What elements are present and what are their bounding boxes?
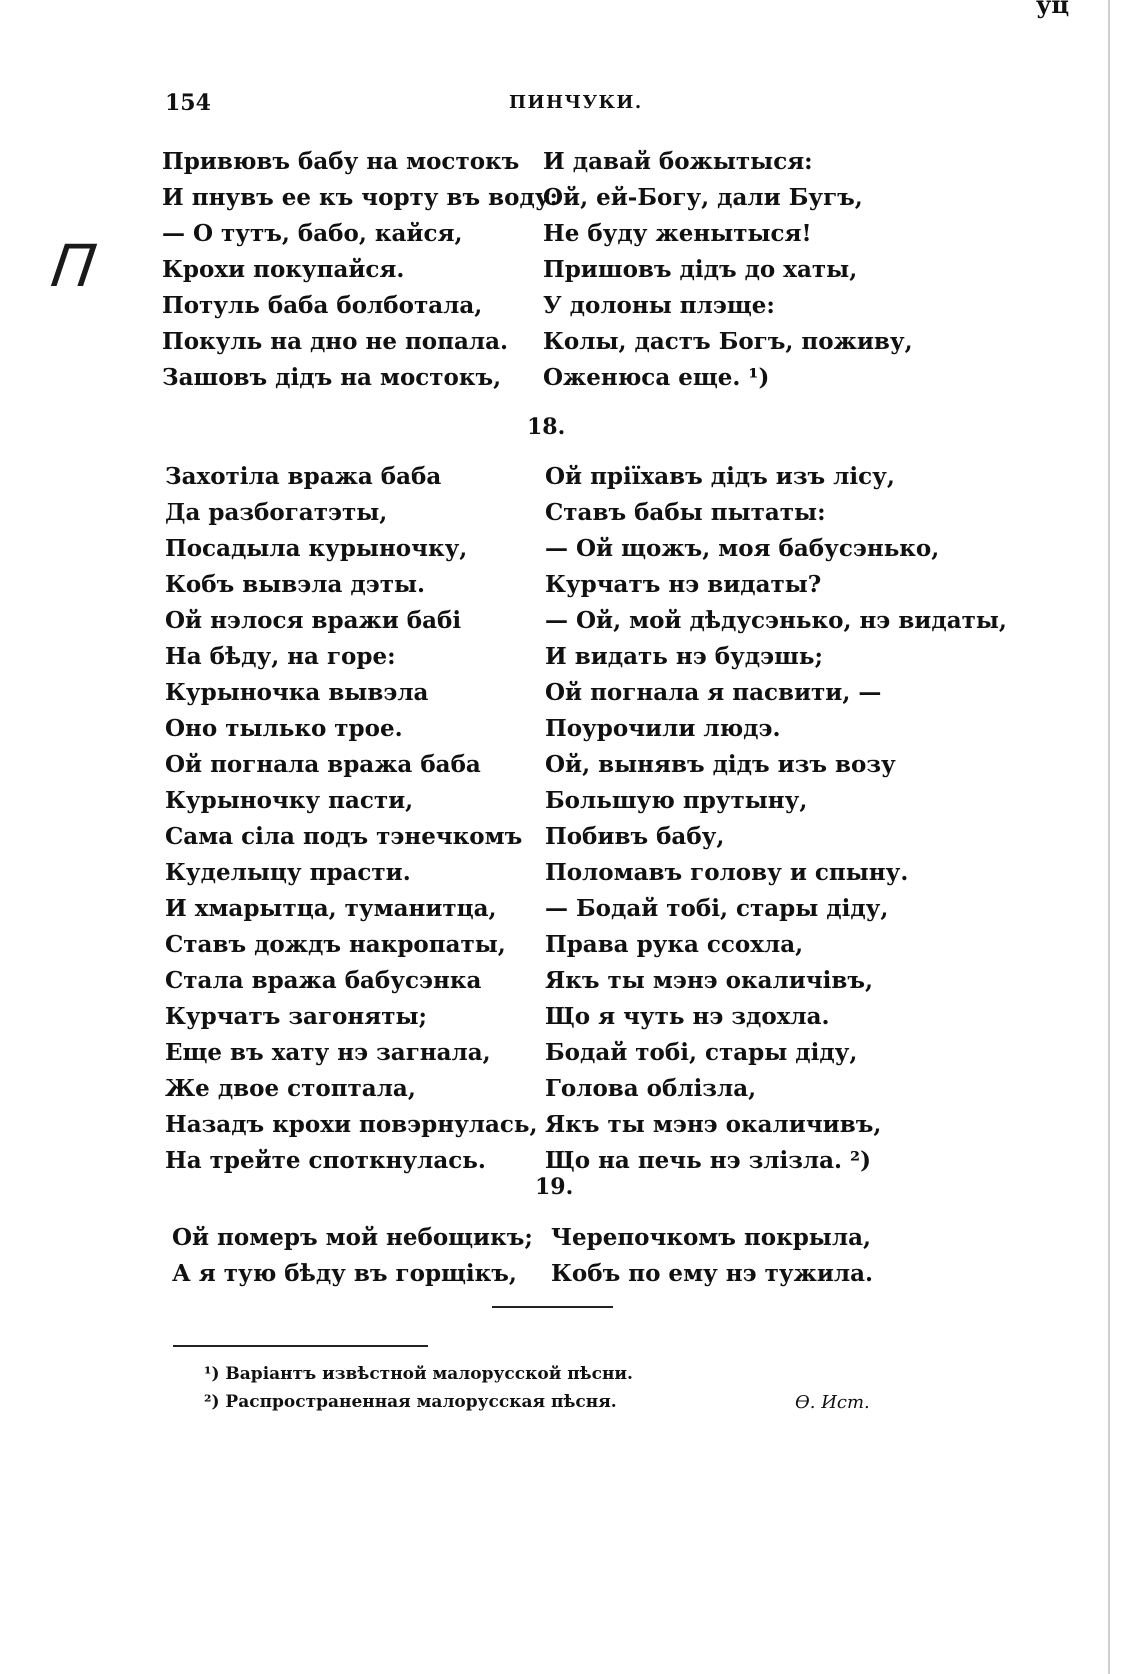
verse-line: Колы, дастъ Богъ, поживу, [543, 328, 913, 355]
verse-line: Права рука ссохла, [545, 931, 804, 958]
verse-line: Що я чуть нэ здохла. [545, 1003, 830, 1030]
verse-line: Да разбогатэты, [165, 499, 388, 526]
verse-line: Ставъ бабы пытаты: [545, 499, 826, 526]
verse-line: Покуль на дно не попала. [162, 328, 508, 355]
verse-line: Захотіла вража баба [165, 463, 442, 490]
verse-line: Курчатъ загоняты; [165, 1003, 428, 1030]
section-18-left-column [165, 459, 538, 1179]
verse-line: Оженюса еще. ¹) [543, 364, 770, 391]
footnote-mark: ¹) [204, 1364, 220, 1384]
verse-line: Черепочкомъ покрыла, [551, 1224, 871, 1251]
verse-line: Якъ ты мэнэ окаличівъ, [545, 967, 874, 994]
verse-line: У долоны плэще: [543, 292, 775, 319]
verse-line: Же двое стоптала, [165, 1075, 416, 1102]
verse-line: Ой померъ мой небощикъ; [172, 1224, 533, 1251]
verse-line: На трейте споткнулась. [165, 1147, 486, 1174]
page-number: 154 [165, 90, 211, 116]
verse-line: — Бодай тобі, стары діду, [545, 895, 889, 922]
footnote-text: Распространенная малорусская пѣсня. [225, 1392, 617, 1412]
verse-line: Кобъ по ему нэ тужила. [551, 1260, 874, 1287]
verse-line: Пришовъ дідъ до хаты, [543, 256, 858, 283]
verse-line: И видать нэ будэшь; [545, 643, 823, 670]
verse-line: Бодай тобі, стары діду, [545, 1039, 858, 1066]
verse-line: Ой, вынявъ дідъ изъ возу [545, 751, 896, 778]
verse-line: Поломавъ голову и спыну. [545, 859, 909, 886]
verse-line: Ставъ дождъ накропаты, [165, 931, 506, 958]
verse-line: Голова облізла, [545, 1075, 757, 1102]
verse-line: Якъ ты мэнэ окаличивъ, [545, 1111, 882, 1138]
song-number-18: 18. [527, 414, 566, 440]
verse-line: И пнувъ ее къ чорту въ воду: [162, 184, 559, 211]
margin-annotation: П [47, 232, 101, 300]
verse-line: Стала вража бабусэнка [165, 967, 482, 994]
verse-line: Що на печь нэ злізла. ²) [545, 1147, 871, 1174]
footnote-text: Варіантъ извѣстной малорусской пѣсни. [225, 1364, 633, 1384]
section-0-left-column [162, 144, 558, 396]
footnote-mark: ²) [204, 1392, 220, 1412]
verse-line: Ой, ей-Богу, дали Бугъ, [543, 184, 863, 211]
page-header [165, 90, 955, 124]
verse-line: — Ой, мой дѣдусэнько, нэ видаты, [545, 607, 1007, 634]
verse-line: А я тую бѣду въ горщікъ, [172, 1260, 517, 1287]
song-number-19: 19. [535, 1174, 574, 1200]
verse-line: Ой нэлося вражи бабі [165, 607, 462, 634]
verse-line: Кобъ вывэла дэты. [165, 571, 426, 598]
verse-line: — О тутъ, бабо, кайся, [162, 220, 463, 247]
verse-line: Крохи покупайся. [162, 256, 405, 283]
corner-mark: уц [1036, 0, 1070, 19]
verse-line: Не буду женытыся! [543, 220, 812, 247]
section-0-right-column [543, 144, 913, 396]
verse-line: Большую прутыну, [545, 787, 808, 814]
end-rule [492, 1306, 613, 1308]
verse-line: Ой погнала вража баба [165, 751, 481, 778]
footnote-1 [204, 1364, 633, 1384]
verse-line: Куделыцу прасти. [165, 859, 411, 886]
verse-line: — Ой щожъ, моя бабусэнько, [545, 535, 940, 562]
footnote-2 [204, 1392, 617, 1412]
verse-line: Еще въ хату нэ загнала, [165, 1039, 491, 1066]
verse-line: Посадыла курыночку, [165, 535, 468, 562]
verse-line: Побивъ бабу, [545, 823, 725, 850]
verse-line: Ой пріїхавъ дідъ изъ лісу, [545, 463, 895, 490]
verse-line: Курчатъ нэ видаты? [545, 571, 822, 598]
section-19-left-column [172, 1220, 533, 1292]
verse-line: Курыночку пасти, [165, 787, 414, 814]
section-18-right-column [545, 459, 1007, 1179]
verse-line: И хмарытца, туманитца, [165, 895, 497, 922]
signature: Ѳ. Ист. [795, 1392, 870, 1413]
page-edge [1108, 0, 1110, 1674]
verse-line: И давай божытыся: [543, 148, 813, 175]
section-19-right-column [551, 1220, 873, 1292]
verse-line: Назадъ крохи повэрнулась, [165, 1111, 538, 1138]
running-title: ПИНЧУКИ. [509, 92, 643, 113]
verse-line: На бѣду, на горе: [165, 643, 396, 670]
verse-line: Привювъ бабу на мостокъ [162, 148, 520, 175]
verse-line: Оно тылько трое. [165, 715, 403, 742]
verse-line: Ой погнала я пасвити, — [545, 679, 882, 706]
verse-line: Сама сіла подъ тэнечкомъ [165, 823, 523, 850]
verse-line: Поурочили людэ. [545, 715, 781, 742]
verse-line: Курыночка вывэла [165, 679, 429, 706]
footnote-rule [173, 1345, 428, 1347]
verse-line: Потуль баба болботала, [162, 292, 483, 319]
verse-line: Зашовъ дідъ на мостокъ, [162, 364, 502, 391]
